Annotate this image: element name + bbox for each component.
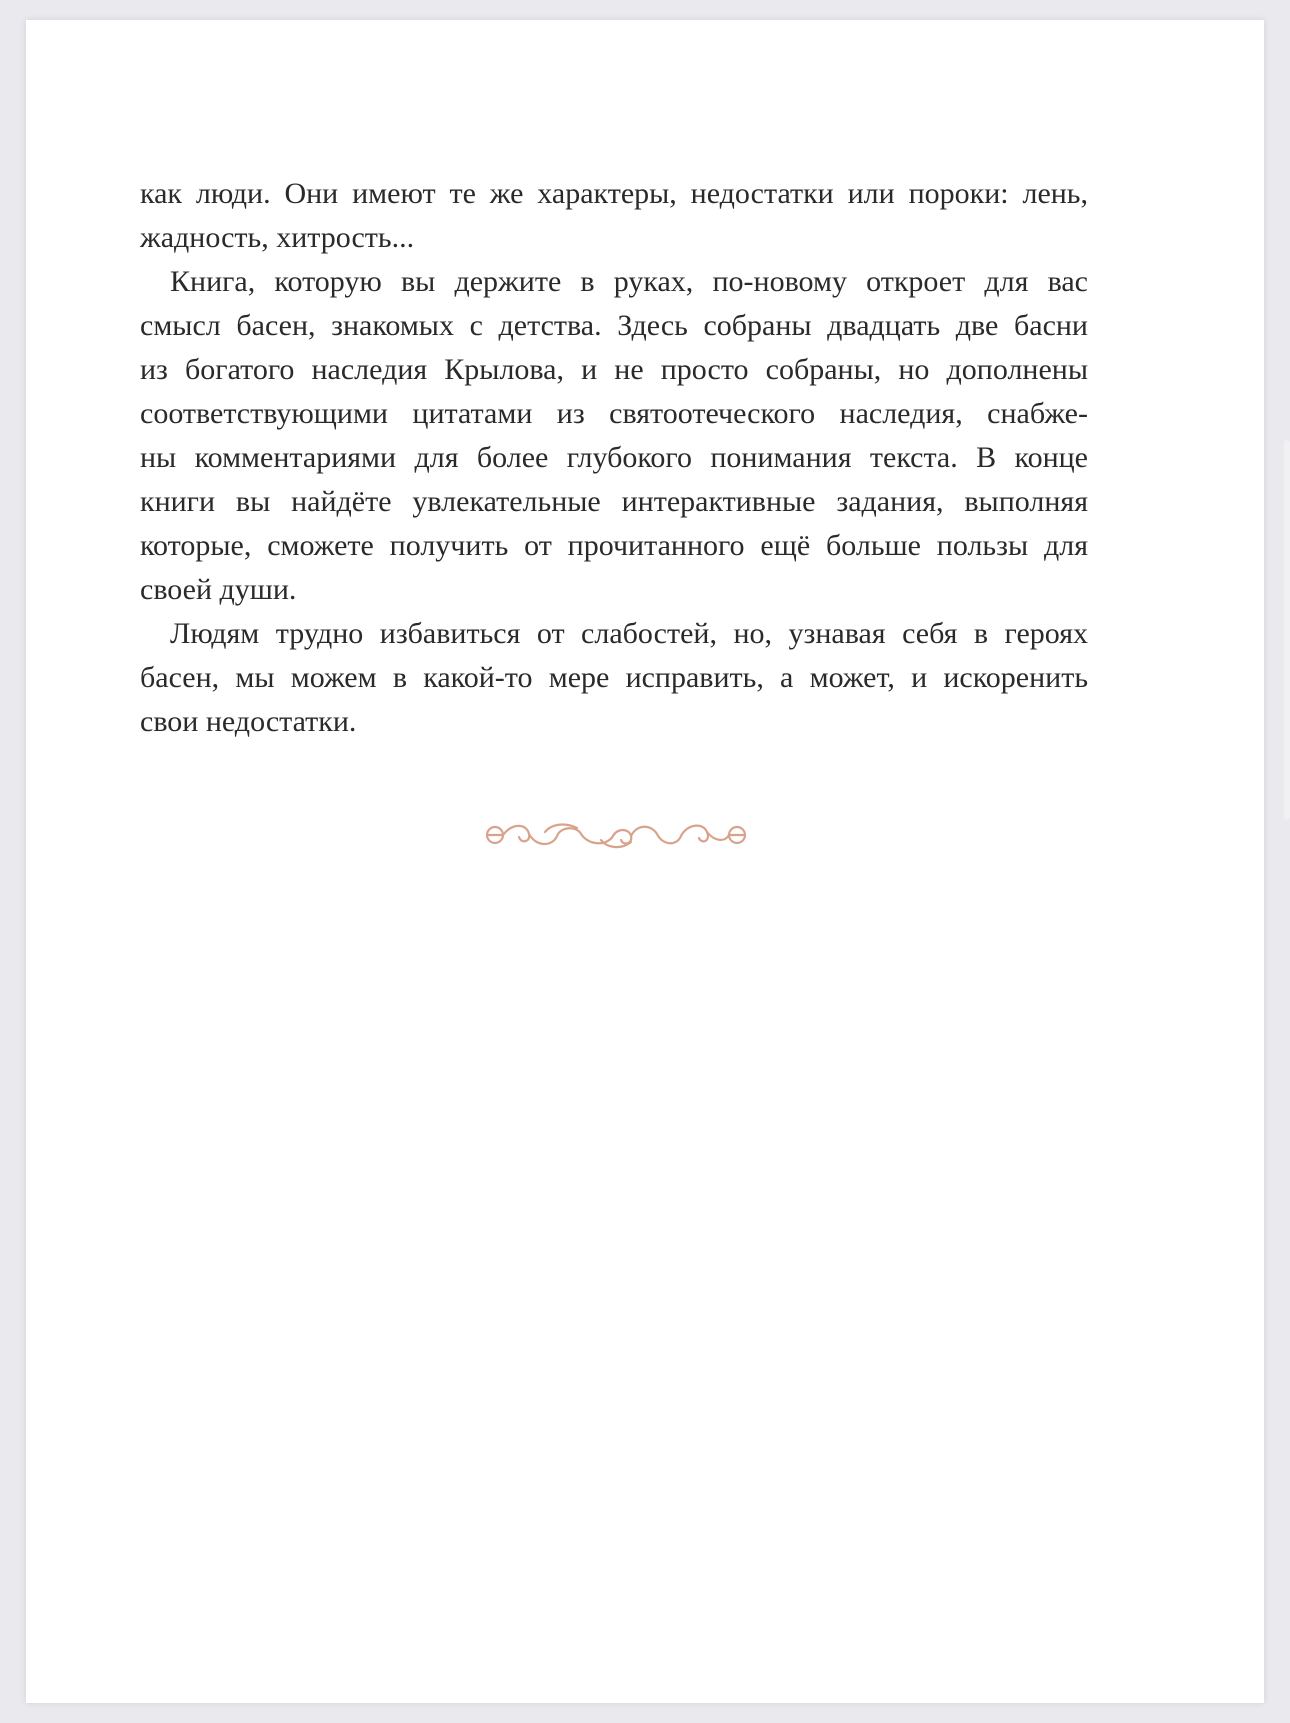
text-line: как люди. Они имеют те же характеры, недостатки или пороки: лень, xyxy=(140,177,1088,210)
body-text xyxy=(140,172,1088,744)
text-line: из богатого наследия Крылова, и не просто собраны, но дополнены xyxy=(140,353,1088,386)
ornamental-flourish-divider-icon xyxy=(481,812,751,858)
text-line: Книга, которую вы держите в руках, по-новому откроет для вас xyxy=(170,265,1088,298)
text-line: ны комментариями для более глубокого понимания текста. В конце xyxy=(140,441,1088,474)
text-line: которые, сможете получить от прочитанного ещё больше пользы для xyxy=(140,529,1088,562)
text-line: Людям трудно избавиться от слабостей, но, узнавая себя в героях xyxy=(170,617,1088,650)
text-line: жадность, хитрость... xyxy=(140,221,415,254)
text-line: свои недостатки. xyxy=(140,705,357,738)
text-line: книги вы найдёте увлекательные интерактивные задания, выполняя xyxy=(140,485,1088,518)
text-line: соответствующими цитатами из святоотеческого наследия, снабже- xyxy=(140,397,1088,430)
text-line: своей души. xyxy=(140,573,297,606)
scrollbar[interactable] xyxy=(1284,440,1290,820)
book-page xyxy=(26,20,1264,1703)
text-line: басен, мы можем в какой-то мере исправить, а может, и искоренить xyxy=(140,661,1088,694)
text-line: смысл басен, знакомых с детства. Здесь собраны двадцать две басни xyxy=(140,309,1088,342)
